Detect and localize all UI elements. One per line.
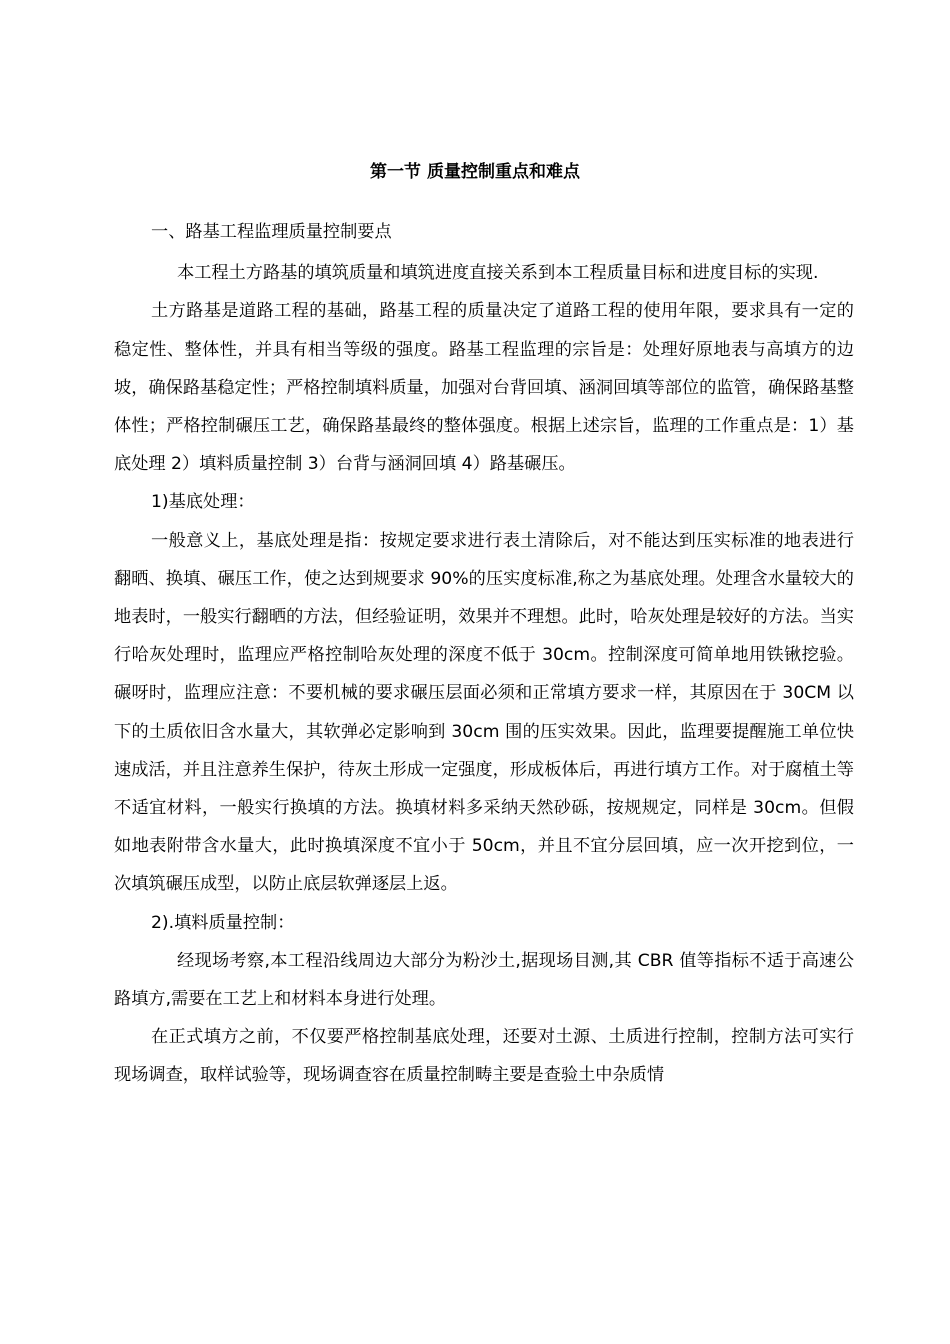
paragraph-site-survey: 经现场考察,本工程沿线周边大部分为粉沙土,据现场目测,其 CBR 值等指标不适于高速公路填方,需要在工艺上和材料本身进行处理。 (114, 950, 854, 1010)
paragraph-base-treatment: 一般意义上，基底处理是指：按规定要求进行表土清除后，对不能达到压实标准的地表进行翻晒、换填、碾压工作，使之达到规要求 90%的压实度标准,称之为基底处理。处理含水量较大的地表时，一般实行翻晒的方法，但经验证明，效果并不理想。此时，哈灰处理是较好的方法。当实行哈灰处理时，监理应严格控制哈灰处理的深度不低于 30cm。控制深度可简单地用铁锹挖验。碾呀时，监理应注意：不要机械的要求碾压层面必须和正常填方要求一样，其原因在于 30CM 以下的土质依旧含水量大，其软弹必定影响到 30cm 围的压实效果。因此，监理要提醒施工单位快速成活，并且注意养生保护，待灰土形成一定强度，形成板体后，再进行填方工作。对于腐植土等不适宜材料，一般实行换填的方法。换填材料多采纳天然砂砾，按规规定，同样是 30cm。但假如地表附带含水量大，此时换填深度不宜小于 50cm，并且不宜分层回填，应一次开挖到位，一次填筑碾压成型，以防止底层软弹逐层上返。 (114, 530, 854, 895)
paragraph-subgrade-overview: 土方路基是道路工程的基础，路基工程的质量决定了道路工程的使用年限，要求具有一定的稳定性、整体性，并具有相当等级的强度。路基工程监理的宗旨是：处理好原地表与高填方的边坡，确保路基稳定性；严格控制填料质量，加强对台背回填、涵洞回填等部位的监管，确保路基整体性；严格控制碾压工艺，确保路基最终的整体强度。根据上述宗旨，监理的工作重点是：1）基底处理 2）填料质量控制 3）台背与涵洞回填 4）路基碾压。 (114, 301, 854, 475)
page-title: 第一节 质量控制重点和难点 (370, 162, 580, 182)
subheading-base-treatment: 1)基底处理： (151, 492, 255, 513)
subheading-fill-quality: 2).填料质量控制： (151, 912, 295, 933)
section-heading: 一、路基工程监理质量控制要点 (151, 222, 392, 242)
paragraph-soil-control: 在正式填方之前，不仅要严格控制基底处理，还要对土源、土质进行控制，控制方法可实行现场调查，取样试验等，现场调查容在质量控制畴主要是查验土中杂质情 (114, 1027, 854, 1086)
paragraph-intro: 本工程土方路基的填筑质量和填筑进度直接关系到本工程质量目标和进度目标的实现. (177, 263, 819, 284)
document-body (114, 213, 854, 1095)
